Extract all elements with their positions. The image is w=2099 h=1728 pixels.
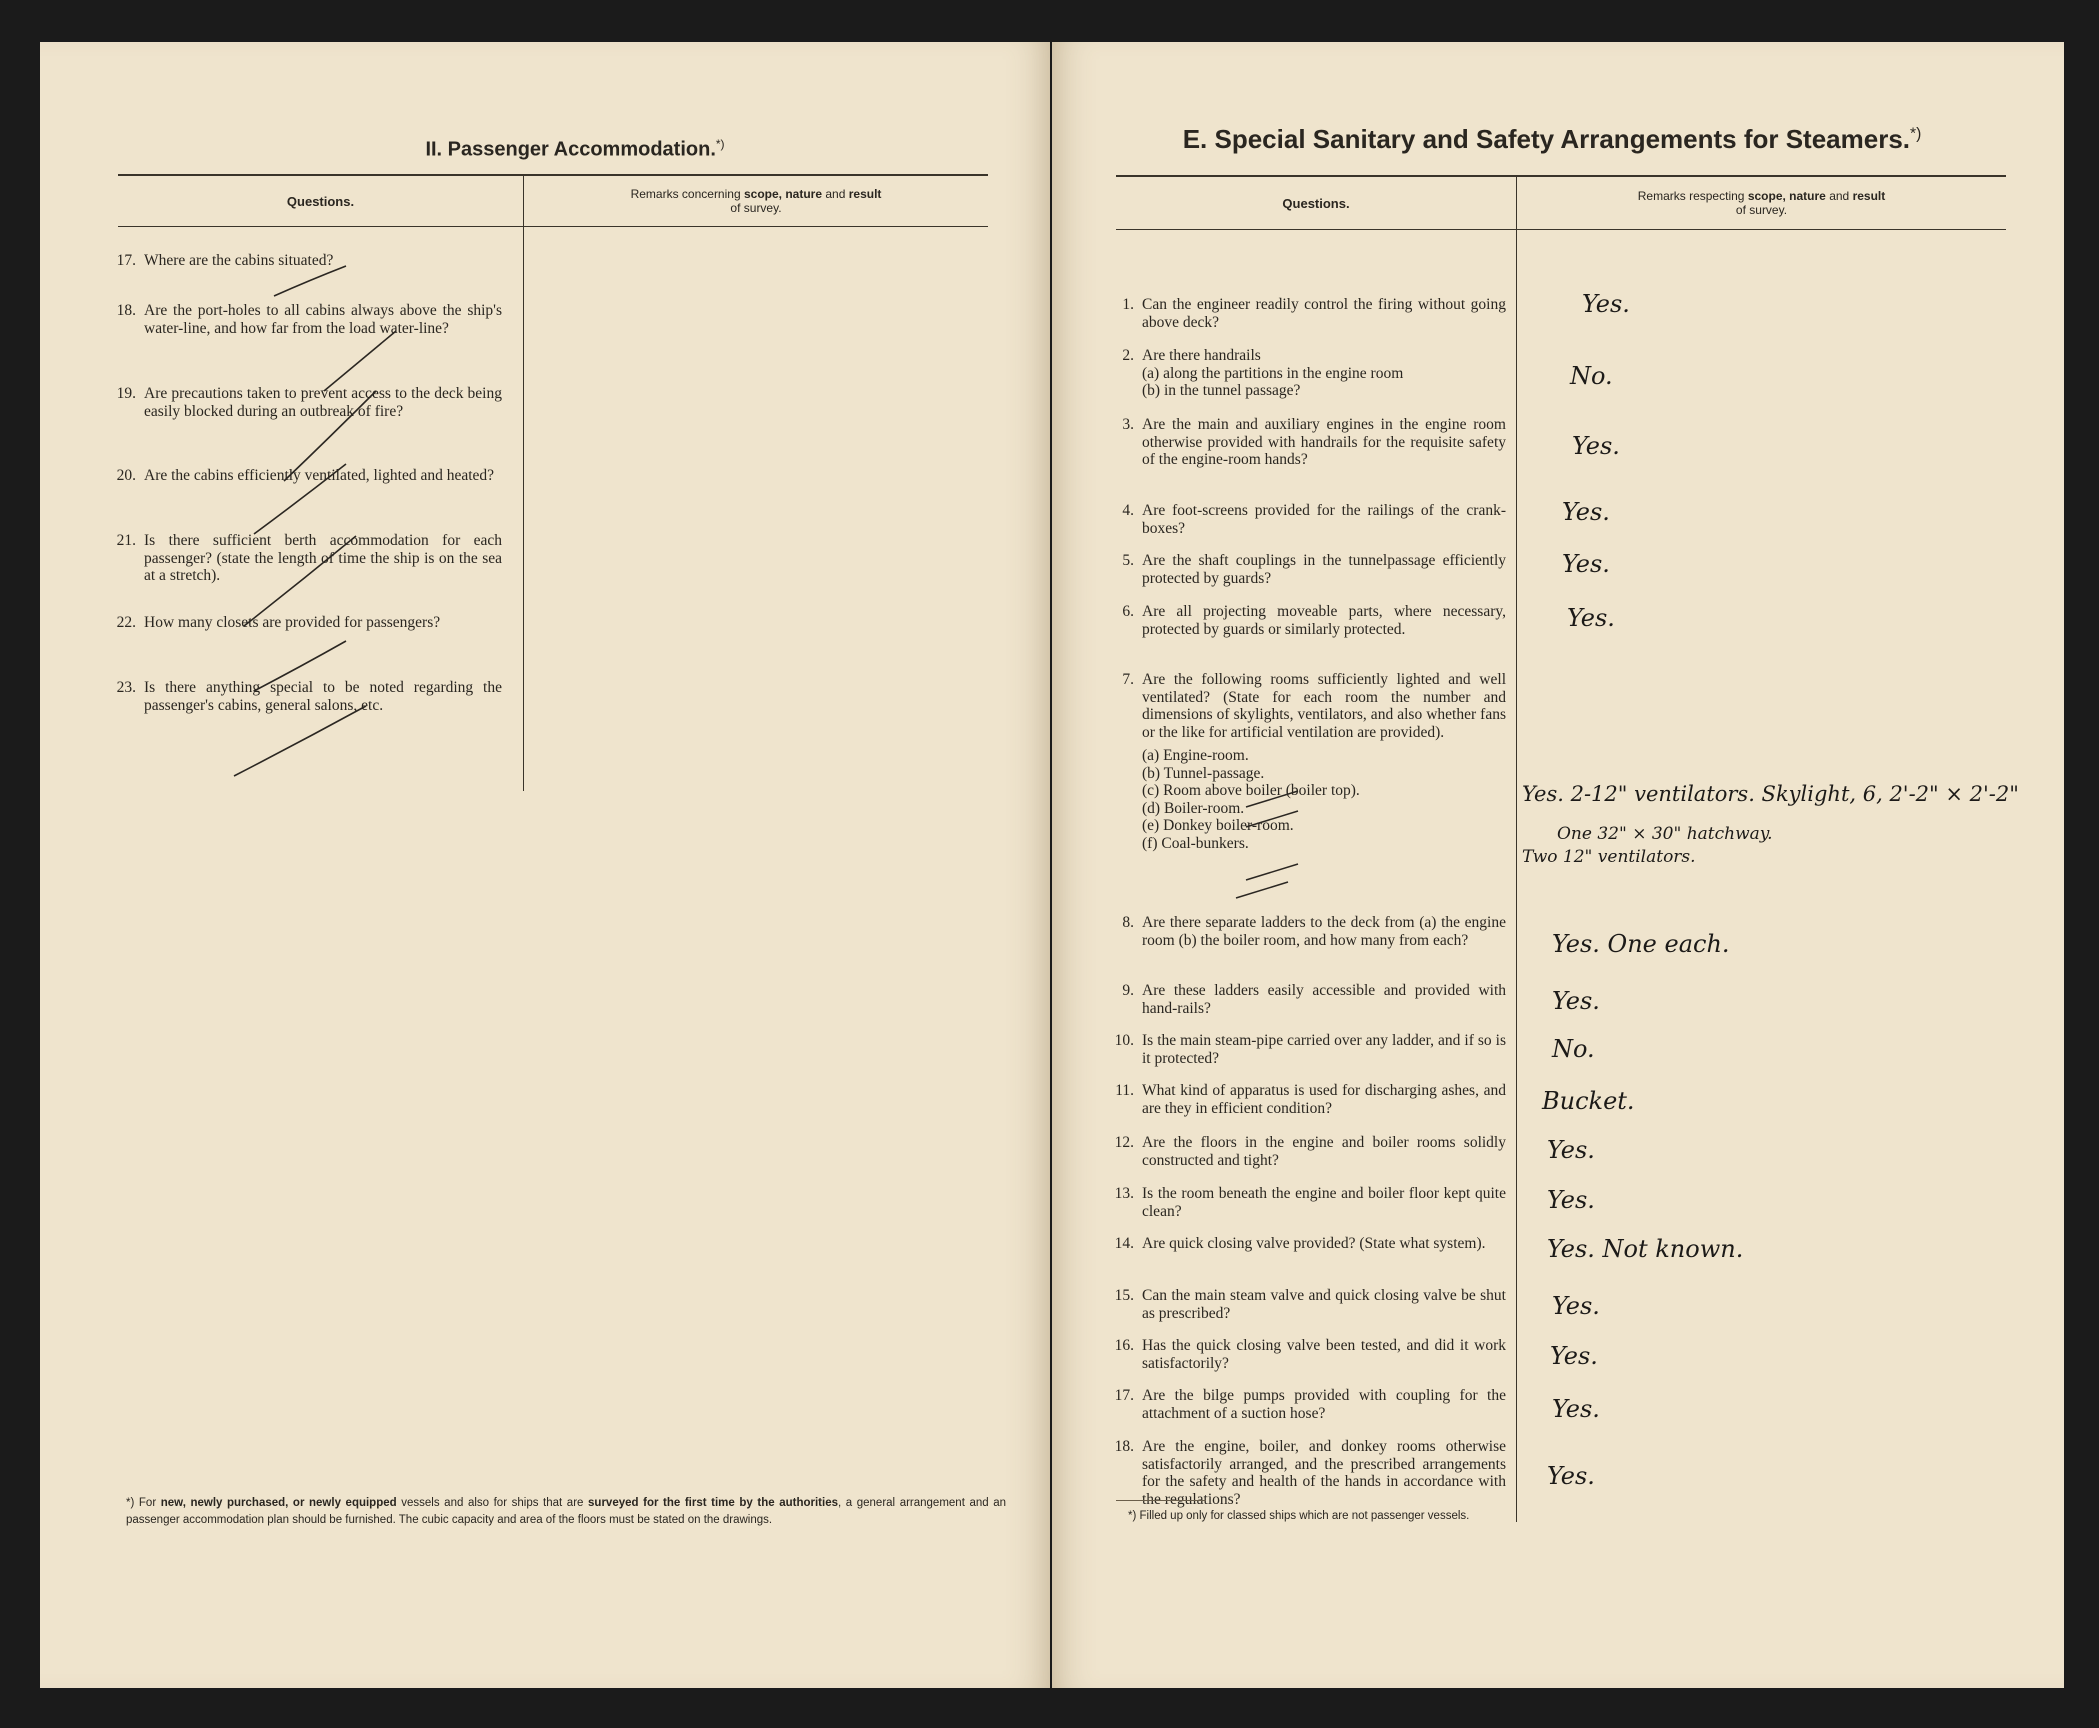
title-text: II. Passenger Accommodation. bbox=[425, 138, 716, 161]
answer-2: No. bbox=[1570, 362, 1613, 390]
column-divider bbox=[1516, 227, 1517, 1522]
section-title-sanitary-safety bbox=[1112, 124, 1992, 155]
right-page: E. Special Sanitary and Safety Arrangements for Steamers.*) Questions. Remarks respecting scope, nature and result of survey. 1. Can the engineer readily control the firing without going above deck? 2. Are there handrails (a) along the partitions in the engine room (b) in the tunnel passage? 3. Are the main and auxiliary engines in the engine room otherwise provided with handrails for the requisite safety of the engine-room hands? 4. Are foot-screens provided for the railings of the crank-boxes? 5. Are the shaft couplings in the tunnelpassage efficiently protected by guards? 6. Are all projecting moveable parts, where necessary, protected by guards or similarly protected. 7. Are the following rooms sufficiently lighted and well ventilated? (State for each room the number and dimensions of skylights, ventilators, and also whether fans or the like for artificial ventilation are provided). (a) Engine-room. (b) Tunnel-passage. (c) Room above boiler (boiler top). (d) Boiler-room. (e) Donkey boiler-room. (f) Coal-bunkers. 8. Are there separate ladders to the deck from (a) the engine room (b) the boiler room, and how many from each? 9. Are these ladders easily accessible and provided with hand-rails? 10. Is the main steam-pipe carried over any ladder, and if so is it protected? 11. What kind of apparatus is used for discharging ashes, and are they in efficient condition? 12. Are the floors in the engine and boiler rooms solidly constructed and tight? 13. Is the room beneath the engine and boiler floor kept quite clean? 14. Are quick closing valve provided? (State what system). 15. Can the main steam valve and quick closing valve be shut as prescribed? 16. Has the quick closing valve been tested, and did it work satisfactorily? 17. Are the bilge pumps provided with coupling for the attachment of a suction hose? 18. Are the engine, boiler, and donkey rooms otherwise satisfactorily arranged, and the prescribed arrangements for the safety and health of the hands in accordance with the regulations? Yes. No. Yes. Yes. Yes. Yes. Yes. 2-12" ventilators. Skylight, 6, 2'-2" × 2'-2" One 32" × 30" hatchway. Two 12" ventilators. Yes. One each. Yes. No. Bucket. Yes. Yes. Yes. Not known. Yes. Yes. Yes. Yes. *) Filled up only for classed ships which are not passenger vessels. bbox=[1052, 42, 2064, 1688]
answer-3: Yes. bbox=[1572, 432, 1620, 460]
footnote: *) Filled up only for classed ships which are not passenger vessels. bbox=[1128, 1510, 1470, 1522]
answer-15: Yes. bbox=[1552, 1292, 1600, 1320]
answer-10: No. bbox=[1552, 1035, 1595, 1063]
answer-12: Yes. bbox=[1547, 1136, 1595, 1164]
strike-mark bbox=[250, 637, 350, 697]
answer-1: Yes. bbox=[1582, 290, 1630, 318]
answer-7-engine-room: Yes. 2-12" ventilators. Skylight, 6, 2'-2" × 2'-2" bbox=[1522, 782, 2019, 806]
remarks-column-header: Remarks respecting scope, nature and result of survey. bbox=[1516, 177, 2006, 229]
footnote-rule bbox=[1116, 1500, 1206, 1501]
title-footnote-mark: *) bbox=[1910, 125, 1922, 143]
answer-9: Yes. bbox=[1552, 987, 1600, 1015]
strike-mark bbox=[250, 460, 350, 540]
questions-column-header: Questions. bbox=[1282, 195, 1350, 211]
questions-column-header: Questions. bbox=[286, 193, 355, 209]
answer-7-boiler-top-ventilators: Two 12" ventilators. bbox=[1522, 847, 1696, 867]
answer-5: Yes. bbox=[1562, 550, 1610, 578]
strike-mark bbox=[270, 262, 350, 302]
strike-mark bbox=[1242, 807, 1302, 832]
table-header bbox=[118, 174, 988, 227]
answer-13: Yes. bbox=[1547, 1186, 1595, 1214]
column-divider bbox=[523, 226, 524, 791]
remarks-column-header: Remarks concerning scope, nature and result of survey. bbox=[523, 176, 988, 226]
answer-11: Bucket. bbox=[1542, 1087, 1635, 1115]
section-title-passenger-accommodation bbox=[120, 137, 1030, 162]
answer-7-boiler-top: One 32" × 30" hatchway. bbox=[1557, 824, 1773, 844]
title-footnote-mark: *) bbox=[715, 137, 725, 151]
footnote: *) For new, newly purchased, or newly equipped vessels and also for ships that are surveyed for the first time by the authorities, a general arrangement and an passenger accommodation plan should be furnished. The cubic capacity and area of the floors must be stated on the drawings. bbox=[126, 1497, 1007, 1526]
answer-16: Yes. bbox=[1550, 1342, 1598, 1370]
strike-mark bbox=[240, 532, 360, 632]
answer-17: Yes. bbox=[1552, 1395, 1600, 1423]
answer-4: Yes. bbox=[1562, 498, 1610, 526]
strike-mark bbox=[1232, 878, 1292, 903]
answer-14: Yes. Not known. bbox=[1547, 1235, 1744, 1263]
table-header bbox=[1116, 175, 2006, 230]
strike-mark bbox=[230, 702, 370, 782]
answer-18: Yes. bbox=[1547, 1462, 1595, 1490]
answer-6: Yes. bbox=[1567, 604, 1615, 632]
answer-8: Yes. One each. bbox=[1552, 930, 1730, 958]
left-page: II. Passenger Accommodation.*) Questions. Remarks concerning scope, nature and result of survey. 17. Where are the cabins situated? 18. Are the port-holes to all cabins always above the ship's water-line, and how far from the load water-line? 19. Are precautions taken to prevent access to the deck being easily blocked during an outbreak of fire? 20. Are the cabins efficiently ventilated, lighted and heated? 21. Is there sufficient berth accommodation for each passenger? (state the length of time the ship is on the sea at a stretch). 22. How many closets are provided for passengers? 23. Is there anything special to be noted regarding the passenger's cabins, general salons, etc. *) For new, newly purchased, or newly equipped vessels and also for ships that are surveyed for the first time by the authorities, a general arrangement and an passenger accommodation plan should be furnished. The cubic capacity and area of the floors must be stated on the drawings. bbox=[40, 42, 1050, 1688]
title-text: E. Special Sanitary and Safety Arrangements for Steamers. bbox=[1182, 124, 1911, 154]
